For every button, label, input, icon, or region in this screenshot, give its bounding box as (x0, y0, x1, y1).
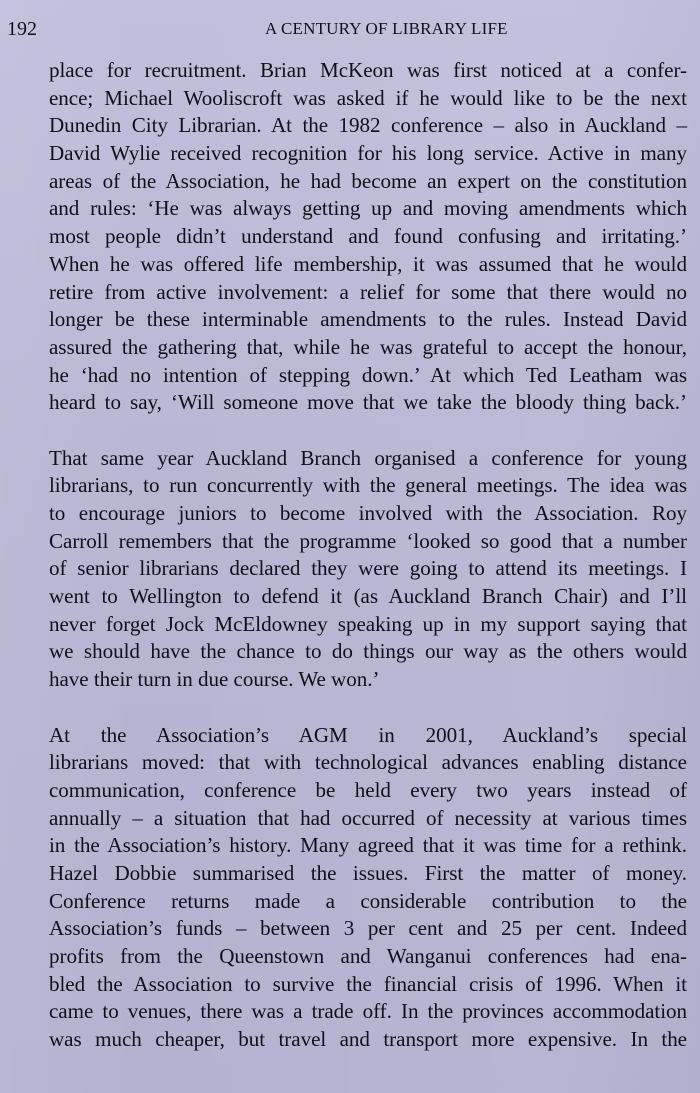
text-line: David Wylie received recognition for his long service. Active in many (49, 141, 687, 166)
text-line: That same year Auckland Branch organised a conference for young (49, 445, 687, 470)
text-line: he ‘had no intention of stepping down.’ At which Ted Leatham was (49, 362, 687, 387)
page-number: 192 (7, 18, 37, 40)
paragraph-1 (49, 57, 687, 417)
text-line: communication, conference be held every two years instead of (49, 777, 687, 802)
text-line: went to Wellington to defend it (as Auckland Branch Chair) and I’ll (49, 584, 687, 609)
text-line: retire from active involvement: a relief for some that there would no (49, 279, 687, 304)
text-line: have their turn in due course. We won.’ (49, 667, 380, 692)
text-line: Association’s funds – between 3 per cent and 25 per cent. Indeed (49, 916, 687, 941)
running-head: A CENTURY OF LIBRARY LIFE (265, 19, 508, 38)
text-line: heard to say, ‘Will someone move that we take the bloody thing back.’ (49, 390, 687, 415)
text-line: Conference returns made a considerable contribution to the (49, 888, 687, 913)
text-line: Hazel Dobbie summarised the issues. First the matter of money. (49, 860, 687, 885)
text-line: and rules: ‘He was always getting up and moving amendments which (49, 196, 687, 221)
text-line: we should have the chance to do things our way as the others would (49, 639, 687, 664)
text-line: was much cheaper, but travel and transport more expensive. In the (49, 1027, 687, 1052)
text-line: librarians, to run concurrently with the general meetings. The idea was (49, 473, 687, 498)
paragraph-3 (49, 722, 687, 1054)
text-line: to encourage juniors to become involved with the Association. Roy (49, 501, 687, 525)
text-line: most people didn’t understand and found confusing and irritating.’ (49, 224, 687, 249)
text-line: in the Association’s history. Many agreed that it was time for a rethink. (49, 833, 687, 858)
text-line: longer be these interminable amendments to the rules. Instead David (49, 307, 687, 332)
text-line: At the Association’s AGM in 2001, Auckland’s special (49, 722, 687, 747)
text-line: annually – a situation that had occurred of necessity at various times (49, 805, 687, 830)
text-line: When he was offered life membership, it was assumed that he would (49, 251, 687, 276)
text-line: profits from the Queenstown and Wanganui conferences had ena- (49, 944, 687, 968)
text-line: ence; Michael Wooliscroft was asked if he would like to be the next (49, 85, 687, 110)
text-line: place for recruitment. Brian McKeon was first noticed at a confer- (49, 58, 687, 82)
text-line: never forget Jock McEldowney speaking up in my support saying that (49, 611, 687, 636)
body-text (49, 57, 687, 1054)
text-line: assured the gathering that, while he was grateful to accept the honour, (49, 334, 687, 359)
text-line: bled the Association to survive the financial crisis of 1996. When it (49, 971, 687, 996)
paragraph-2 (49, 445, 687, 694)
text-line: librarians moved: that with technological advances enabling distance (49, 750, 687, 775)
text-line: came to venues, there was a trade off. In the provinces accommodation (49, 999, 687, 1024)
text-line: Dunedin City Librarian. At the 1982 conference – also in Auckland – (49, 113, 687, 138)
text-line: of senior librarians declared they were going to attend its meetings. I (49, 556, 687, 581)
text-line: areas of the Association, he had become an expert on the constitution (49, 168, 687, 193)
text-line: Carroll remembers that the programme ‘looked so good that a number (49, 528, 687, 553)
